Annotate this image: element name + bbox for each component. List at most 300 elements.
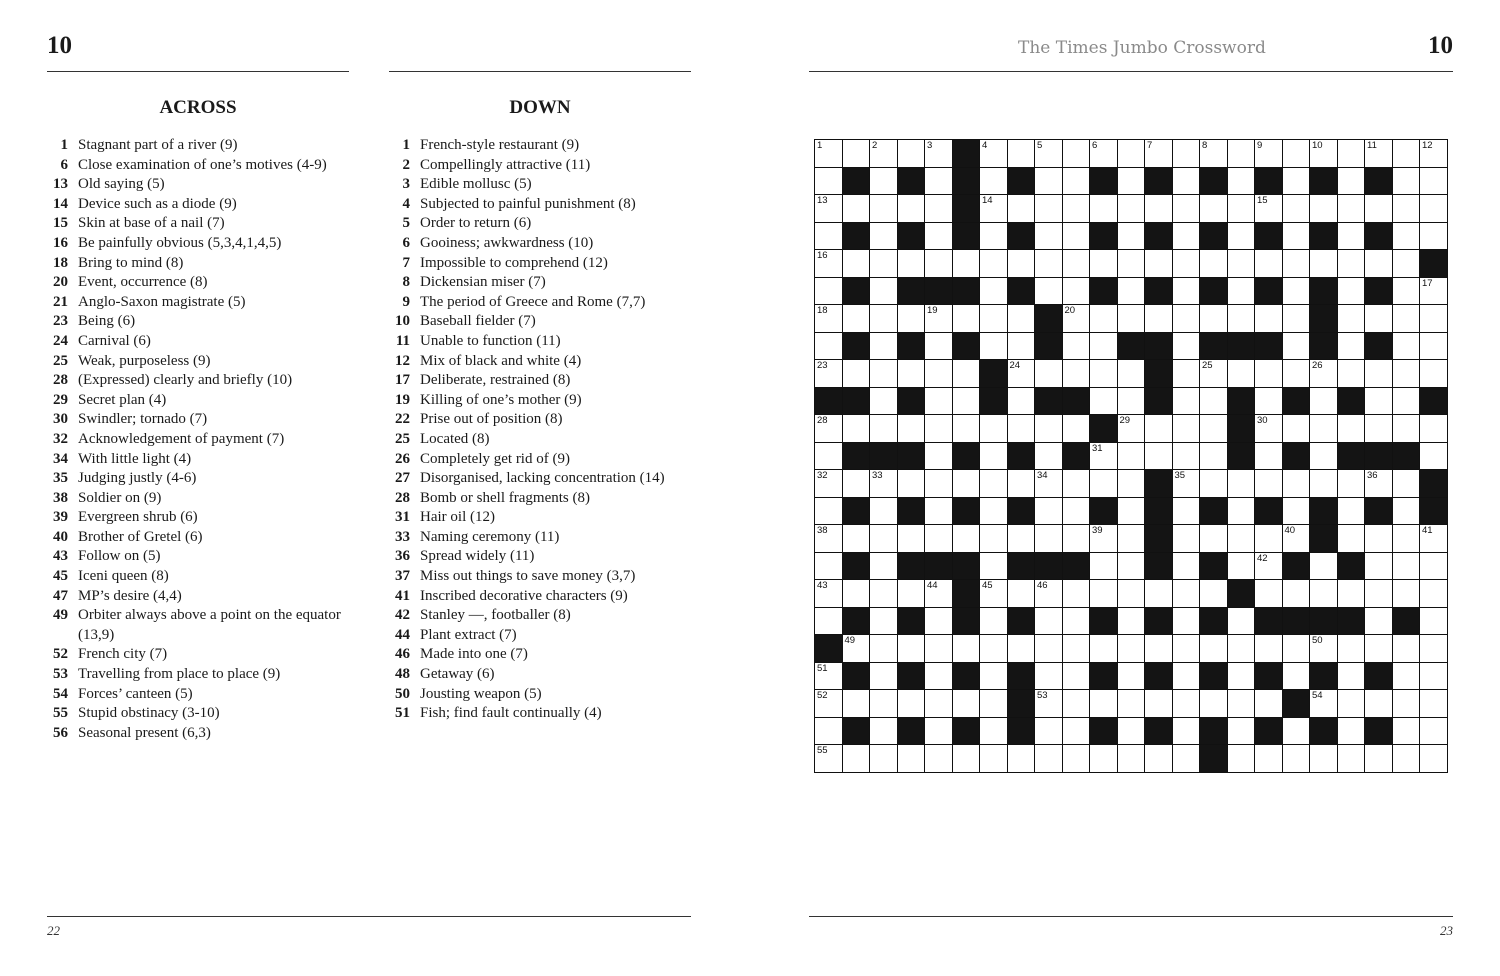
grid-cell[interactable] (925, 718, 953, 746)
grid-cell[interactable] (925, 443, 953, 471)
grid-cell[interactable] (980, 470, 1008, 498)
grid-cell[interactable] (1035, 635, 1063, 663)
grid-cell[interactable] (1255, 443, 1283, 471)
grid-cell[interactable] (1090, 333, 1118, 361)
grid-cell[interactable] (980, 663, 1008, 691)
grid-cell[interactable] (1338, 168, 1366, 196)
grid-cell[interactable] (1228, 608, 1256, 636)
grid-cell[interactable] (1118, 250, 1146, 278)
grid-cell[interactable] (1063, 360, 1091, 388)
grid-cell[interactable] (1035, 443, 1063, 471)
grid-cell[interactable] (1035, 525, 1063, 553)
grid-cell[interactable] (1420, 415, 1448, 443)
grid-cell[interactable] (1035, 140, 1063, 168)
grid-cell[interactable] (1338, 360, 1366, 388)
grid-cell[interactable] (1173, 360, 1201, 388)
grid-cell[interactable] (953, 388, 981, 416)
grid-cell[interactable] (1090, 360, 1118, 388)
grid-cell[interactable] (1338, 718, 1366, 746)
grid-cell[interactable] (870, 223, 898, 251)
grid-cell[interactable] (1310, 388, 1338, 416)
grid-cell[interactable] (1228, 690, 1256, 718)
grid-cell[interactable] (1090, 140, 1118, 168)
grid-cell[interactable] (1173, 608, 1201, 636)
grid-cell[interactable] (980, 718, 1008, 746)
grid-cell[interactable] (1365, 525, 1393, 553)
grid-cell[interactable] (925, 415, 953, 443)
grid-cell[interactable] (1338, 250, 1366, 278)
grid-cell[interactable] (1118, 140, 1146, 168)
grid-cell[interactable] (1228, 305, 1256, 333)
grid-cell[interactable] (1173, 168, 1201, 196)
grid-cell[interactable] (1145, 580, 1173, 608)
grid-cell[interactable] (1090, 525, 1118, 553)
grid-cell[interactable] (980, 223, 1008, 251)
grid-cell[interactable] (815, 278, 843, 306)
grid-cell[interactable] (1173, 388, 1201, 416)
grid-cell[interactable] (1228, 525, 1256, 553)
grid-cell[interactable] (1310, 250, 1338, 278)
grid-cell[interactable] (870, 195, 898, 223)
grid-cell[interactable] (1090, 195, 1118, 223)
grid-cell[interactable] (1420, 553, 1448, 581)
grid-cell[interactable] (980, 250, 1008, 278)
grid-cell[interactable] (898, 305, 926, 333)
grid-cell[interactable] (1200, 470, 1228, 498)
grid-cell[interactable] (1420, 333, 1448, 361)
grid-cell[interactable] (980, 333, 1008, 361)
grid-cell[interactable] (1228, 250, 1256, 278)
grid-cell[interactable] (1035, 250, 1063, 278)
grid-cell[interactable] (1145, 305, 1173, 333)
grid-cell[interactable] (1145, 745, 1173, 773)
grid-cell[interactable] (1365, 388, 1393, 416)
grid-cell[interactable] (1035, 690, 1063, 718)
grid-cell[interactable] (1090, 388, 1118, 416)
grid-cell[interactable] (1393, 195, 1421, 223)
grid-cell[interactable] (1063, 525, 1091, 553)
grid-cell[interactable] (870, 635, 898, 663)
grid-cell[interactable] (1008, 525, 1036, 553)
grid-cell[interactable] (1118, 580, 1146, 608)
grid-cell[interactable] (898, 470, 926, 498)
grid-cell[interactable] (1035, 168, 1063, 196)
grid-cell[interactable] (1035, 718, 1063, 746)
grid-cell[interactable] (1035, 470, 1063, 498)
grid-cell[interactable] (1338, 195, 1366, 223)
grid-cell[interactable] (1365, 195, 1393, 223)
grid-cell[interactable] (1008, 745, 1036, 773)
grid-cell[interactable] (1393, 278, 1421, 306)
grid-cell[interactable] (1338, 690, 1366, 718)
grid-cell[interactable] (843, 525, 871, 553)
grid-cell[interactable] (953, 250, 981, 278)
grid-cell[interactable] (1173, 498, 1201, 526)
grid-cell[interactable] (870, 745, 898, 773)
grid-cell[interactable] (1173, 140, 1201, 168)
grid-cell[interactable] (1035, 663, 1063, 691)
grid-cell[interactable] (870, 168, 898, 196)
grid-cell[interactable] (1420, 608, 1448, 636)
grid-cell[interactable] (1118, 470, 1146, 498)
grid-cell[interactable] (1090, 580, 1118, 608)
grid-cell[interactable] (898, 635, 926, 663)
grid-cell[interactable] (1283, 140, 1311, 168)
grid-cell[interactable] (815, 443, 843, 471)
grid-cell[interactable] (1118, 663, 1146, 691)
grid-cell[interactable] (898, 250, 926, 278)
grid-cell[interactable] (1118, 195, 1146, 223)
grid-cell[interactable] (1338, 140, 1366, 168)
grid-cell[interactable] (1200, 305, 1228, 333)
grid-cell[interactable] (1063, 470, 1091, 498)
grid-cell[interactable] (1420, 195, 1448, 223)
grid-cell[interactable] (953, 415, 981, 443)
grid-cell[interactable] (1118, 278, 1146, 306)
grid-cell[interactable] (1365, 415, 1393, 443)
grid-cell[interactable] (925, 498, 953, 526)
grid-cell[interactable] (1255, 553, 1283, 581)
grid-cell[interactable] (1200, 140, 1228, 168)
grid-cell[interactable] (1118, 443, 1146, 471)
grid-cell[interactable] (1063, 140, 1091, 168)
grid-cell[interactable] (1228, 195, 1256, 223)
grid-cell[interactable] (1310, 443, 1338, 471)
grid-cell[interactable] (815, 470, 843, 498)
grid-cell[interactable] (870, 690, 898, 718)
grid-cell[interactable] (1173, 580, 1201, 608)
grid-cell[interactable] (1035, 223, 1063, 251)
grid-cell[interactable] (1035, 498, 1063, 526)
grid-cell[interactable] (1420, 525, 1448, 553)
grid-cell[interactable] (953, 635, 981, 663)
grid-cell[interactable] (1008, 140, 1036, 168)
grid-cell[interactable] (1365, 580, 1393, 608)
grid-cell[interactable] (815, 195, 843, 223)
grid-cell[interactable] (1283, 333, 1311, 361)
grid-cell[interactable] (953, 470, 981, 498)
grid-cell[interactable] (1173, 443, 1201, 471)
grid-cell[interactable] (870, 525, 898, 553)
grid-cell[interactable] (1283, 278, 1311, 306)
grid-cell[interactable] (815, 580, 843, 608)
grid-cell[interactable] (1228, 718, 1256, 746)
grid-cell[interactable] (1393, 635, 1421, 663)
grid-cell[interactable] (1283, 168, 1311, 196)
grid-cell[interactable] (1173, 663, 1201, 691)
grid-cell[interactable] (925, 140, 953, 168)
grid-cell[interactable] (1063, 195, 1091, 223)
grid-cell[interactable] (1063, 608, 1091, 636)
grid-cell[interactable] (1035, 745, 1063, 773)
grid-cell[interactable] (1200, 415, 1228, 443)
grid-cell[interactable] (1283, 470, 1311, 498)
grid-cell[interactable] (1228, 168, 1256, 196)
grid-cell[interactable] (1008, 333, 1036, 361)
grid-cell[interactable] (815, 745, 843, 773)
grid-cell[interactable] (815, 663, 843, 691)
grid-cell[interactable] (1310, 360, 1338, 388)
grid-cell[interactable] (980, 140, 1008, 168)
grid-cell[interactable] (815, 140, 843, 168)
grid-cell[interactable] (898, 690, 926, 718)
grid-cell[interactable] (1200, 580, 1228, 608)
grid-cell[interactable] (1338, 635, 1366, 663)
grid-cell[interactable] (1283, 663, 1311, 691)
grid-cell[interactable] (843, 470, 871, 498)
grid-cell[interactable] (1228, 470, 1256, 498)
grid-cell[interactable] (815, 498, 843, 526)
grid-cell[interactable] (1420, 745, 1448, 773)
grid-cell[interactable] (1365, 608, 1393, 636)
grid-cell[interactable] (1393, 498, 1421, 526)
grid-cell[interactable] (1063, 305, 1091, 333)
grid-cell[interactable] (815, 525, 843, 553)
grid-cell[interactable] (1393, 470, 1421, 498)
grid-cell[interactable] (1338, 278, 1366, 306)
grid-cell[interactable] (925, 333, 953, 361)
grid-cell[interactable] (1338, 663, 1366, 691)
grid-cell[interactable] (1200, 195, 1228, 223)
grid-cell[interactable] (870, 250, 898, 278)
grid-cell[interactable] (953, 690, 981, 718)
grid-cell[interactable] (980, 443, 1008, 471)
grid-cell[interactable] (1200, 635, 1228, 663)
grid-cell[interactable] (1365, 360, 1393, 388)
grid-cell[interactable] (843, 250, 871, 278)
grid-cell[interactable] (1118, 498, 1146, 526)
grid-cell[interactable] (1118, 690, 1146, 718)
grid-cell[interactable] (1283, 223, 1311, 251)
grid-cell[interactable] (843, 745, 871, 773)
grid-cell[interactable] (1283, 718, 1311, 746)
grid-cell[interactable] (1200, 388, 1228, 416)
grid-cell[interactable] (1173, 305, 1201, 333)
grid-cell[interactable] (870, 580, 898, 608)
grid-cell[interactable] (1393, 305, 1421, 333)
grid-cell[interactable] (1420, 360, 1448, 388)
grid-cell[interactable] (1118, 360, 1146, 388)
grid-cell[interactable] (1118, 745, 1146, 773)
grid-cell[interactable] (1090, 305, 1118, 333)
grid-cell[interactable] (1008, 415, 1036, 443)
grid-cell[interactable] (843, 635, 871, 663)
grid-cell[interactable] (1035, 195, 1063, 223)
grid-cell[interactable] (1393, 223, 1421, 251)
grid-cell[interactable] (1063, 745, 1091, 773)
grid-cell[interactable] (1090, 443, 1118, 471)
grid-cell[interactable] (925, 168, 953, 196)
grid-cell[interactable] (1008, 470, 1036, 498)
grid-cell[interactable] (925, 388, 953, 416)
grid-cell[interactable] (1393, 250, 1421, 278)
grid-cell[interactable] (1310, 415, 1338, 443)
grid-cell[interactable] (1420, 223, 1448, 251)
grid-cell[interactable] (1173, 635, 1201, 663)
grid-cell[interactable] (925, 223, 953, 251)
grid-cell[interactable] (1255, 580, 1283, 608)
grid-cell[interactable] (1283, 525, 1311, 553)
grid-cell[interactable] (1008, 635, 1036, 663)
grid-cell[interactable] (925, 305, 953, 333)
grid-cell[interactable] (1063, 415, 1091, 443)
grid-cell[interactable] (1090, 745, 1118, 773)
grid-cell[interactable] (980, 635, 1008, 663)
grid-cell[interactable] (1173, 690, 1201, 718)
grid-cell[interactable] (1420, 663, 1448, 691)
grid-cell[interactable] (1173, 223, 1201, 251)
grid-cell[interactable] (1283, 745, 1311, 773)
grid-cell[interactable] (1365, 745, 1393, 773)
grid-cell[interactable] (1310, 470, 1338, 498)
grid-cell[interactable] (980, 745, 1008, 773)
grid-cell[interactable] (898, 140, 926, 168)
grid-cell[interactable] (1228, 553, 1256, 581)
grid-cell[interactable] (1145, 415, 1173, 443)
grid-cell[interactable] (1393, 415, 1421, 443)
grid-cell[interactable] (815, 305, 843, 333)
grid-cell[interactable] (843, 415, 871, 443)
grid-cell[interactable] (980, 608, 1008, 636)
grid-cell[interactable] (843, 690, 871, 718)
grid-cell[interactable] (1228, 360, 1256, 388)
grid-cell[interactable] (1255, 525, 1283, 553)
grid-cell[interactable] (925, 195, 953, 223)
grid-cell[interactable] (1090, 553, 1118, 581)
grid-cell[interactable] (1118, 718, 1146, 746)
grid-cell[interactable] (1338, 580, 1366, 608)
grid-cell[interactable] (1420, 635, 1448, 663)
grid-cell[interactable] (1173, 415, 1201, 443)
grid-cell[interactable] (1310, 635, 1338, 663)
grid-cell[interactable] (1200, 525, 1228, 553)
grid-cell[interactable] (1310, 690, 1338, 718)
grid-cell[interactable] (1420, 580, 1448, 608)
grid-cell[interactable] (1173, 525, 1201, 553)
grid-cell[interactable] (1063, 278, 1091, 306)
grid-cell[interactable] (1393, 745, 1421, 773)
grid-cell[interactable] (1338, 525, 1366, 553)
grid-cell[interactable] (1255, 195, 1283, 223)
grid-cell[interactable] (980, 195, 1008, 223)
grid-cell[interactable] (870, 553, 898, 581)
grid-cell[interactable] (980, 168, 1008, 196)
grid-cell[interactable] (815, 360, 843, 388)
grid-cell[interactable] (1173, 745, 1201, 773)
grid-cell[interactable] (1365, 470, 1393, 498)
grid-cell[interactable] (1338, 415, 1366, 443)
grid-cell[interactable] (1035, 580, 1063, 608)
grid-cell[interactable] (898, 580, 926, 608)
grid-cell[interactable] (1255, 305, 1283, 333)
grid-cell[interactable] (925, 250, 953, 278)
grid-cell[interactable] (1118, 525, 1146, 553)
grid-cell[interactable] (1035, 278, 1063, 306)
grid-cell[interactable] (980, 498, 1008, 526)
grid-cell[interactable] (1255, 470, 1283, 498)
grid-cell[interactable] (1310, 745, 1338, 773)
grid-cell[interactable] (1255, 690, 1283, 718)
grid-cell[interactable] (1365, 635, 1393, 663)
grid-cell[interactable] (815, 333, 843, 361)
grid-cell[interactable] (1365, 250, 1393, 278)
grid-cell[interactable] (1200, 360, 1228, 388)
grid-cell[interactable] (1283, 195, 1311, 223)
grid-cell[interactable] (870, 608, 898, 636)
grid-cell[interactable] (1420, 690, 1448, 718)
grid-cell[interactable] (1008, 360, 1036, 388)
grid-cell[interactable] (1063, 223, 1091, 251)
grid-cell[interactable] (1228, 635, 1256, 663)
grid-cell[interactable] (1393, 663, 1421, 691)
grid-cell[interactable] (1063, 718, 1091, 746)
grid-cell[interactable] (980, 415, 1008, 443)
grid-cell[interactable] (925, 608, 953, 636)
grid-cell[interactable] (1255, 250, 1283, 278)
grid-cell[interactable] (843, 580, 871, 608)
grid-cell[interactable] (1283, 635, 1311, 663)
grid-cell[interactable] (1173, 718, 1201, 746)
grid-cell[interactable] (1255, 635, 1283, 663)
grid-cell[interactable] (815, 718, 843, 746)
grid-cell[interactable] (1118, 635, 1146, 663)
grid-cell[interactable] (1008, 580, 1036, 608)
grid-cell[interactable] (1310, 140, 1338, 168)
grid-cell[interactable] (1283, 360, 1311, 388)
grid-cell[interactable] (980, 690, 1008, 718)
grid-cell[interactable] (1063, 250, 1091, 278)
grid-cell[interactable] (870, 388, 898, 416)
grid-cell[interactable] (1393, 333, 1421, 361)
grid-cell[interactable] (1310, 195, 1338, 223)
grid-cell[interactable] (1063, 635, 1091, 663)
grid-cell[interactable] (1393, 690, 1421, 718)
grid-cell[interactable] (1393, 718, 1421, 746)
grid-cell[interactable] (1008, 388, 1036, 416)
grid-cell[interactable] (953, 745, 981, 773)
grid-cell[interactable] (925, 470, 953, 498)
grid-cell[interactable] (898, 525, 926, 553)
grid-cell[interactable] (870, 415, 898, 443)
grid-cell[interactable] (1200, 443, 1228, 471)
grid-cell[interactable] (815, 168, 843, 196)
grid-cell[interactable] (1393, 388, 1421, 416)
grid-cell[interactable] (1118, 305, 1146, 333)
grid-cell[interactable] (1118, 388, 1146, 416)
grid-cell[interactable] (1310, 553, 1338, 581)
grid-cell[interactable] (1090, 635, 1118, 663)
grid-cell[interactable] (898, 415, 926, 443)
grid-cell[interactable] (1200, 250, 1228, 278)
grid-cell[interactable] (815, 223, 843, 251)
grid-cell[interactable] (1365, 690, 1393, 718)
grid-cell[interactable] (815, 553, 843, 581)
grid-cell[interactable] (925, 663, 953, 691)
grid-cell[interactable] (843, 360, 871, 388)
grid-cell[interactable] (1228, 278, 1256, 306)
grid-cell[interactable] (1228, 223, 1256, 251)
grid-cell[interactable] (1173, 333, 1201, 361)
grid-cell[interactable] (870, 140, 898, 168)
grid-cell[interactable] (1118, 553, 1146, 581)
grid-cell[interactable] (1255, 415, 1283, 443)
grid-cell[interactable] (1118, 168, 1146, 196)
grid-cell[interactable] (925, 635, 953, 663)
grid-cell[interactable] (1118, 415, 1146, 443)
grid-cell[interactable] (1420, 305, 1448, 333)
grid-cell[interactable] (953, 360, 981, 388)
grid-cell[interactable] (925, 690, 953, 718)
